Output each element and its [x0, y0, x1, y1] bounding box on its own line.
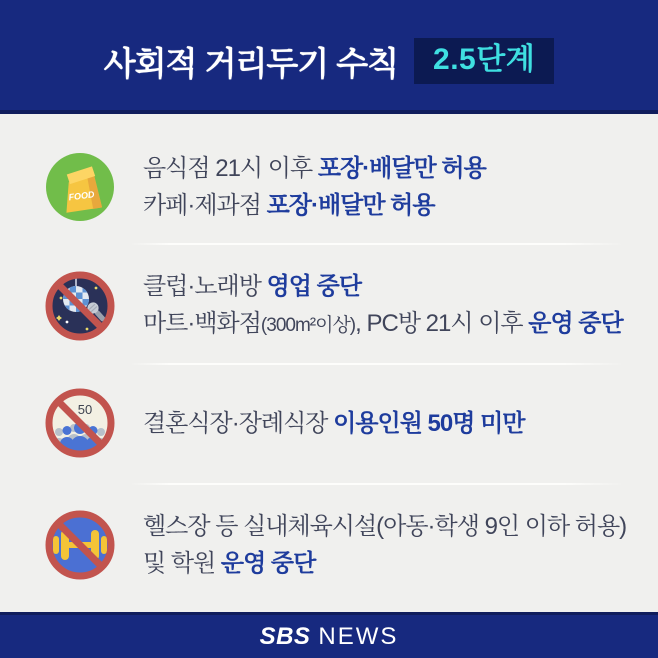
- rule-line: [143, 268, 623, 305]
- rule-segment: 결혼식장·장례식장: [143, 409, 334, 437]
- level-badge: 2.5단계: [414, 38, 554, 84]
- rule-line: [143, 508, 626, 545]
- rule-segment: 음식점 21시 이후: [143, 155, 318, 182]
- rule-row-gym-academy: [45, 508, 646, 582]
- no-club-karaoke-icon: [45, 271, 115, 341]
- news-wordmark: NEWS: [318, 622, 399, 650]
- food-bag-label: FOOD: [67, 189, 95, 203]
- rule-row-restaurant-cafe: [45, 150, 646, 224]
- rule-segment: 클럽·노래방: [143, 273, 267, 300]
- rule-segment-highlight: 이용인원 50명 미만: [333, 409, 525, 437]
- divider: [130, 243, 624, 245]
- rule-row-club-karaoke: [45, 268, 646, 344]
- rule-line: [143, 187, 486, 224]
- rule-segment-highlight: 운영 중단: [220, 550, 316, 577]
- rule-segment-highlight: 포장·배달만 허용: [317, 155, 486, 182]
- rule-text: [143, 150, 486, 224]
- rule-segment: 및 학원: [143, 550, 221, 577]
- rule-segment-small: (300m²이상): [260, 315, 356, 336]
- rule-segment: 카페·제과점: [143, 192, 267, 219]
- rule-text: [143, 508, 626, 582]
- page-title: 사회적 거리두기 수칙: [103, 44, 399, 82]
- crowd-limit-label: 50: [77, 402, 93, 417]
- no-crowd-50-icon: [45, 388, 115, 458]
- sbs-logo: SBS: [259, 622, 311, 650]
- rule-text: [143, 405, 524, 442]
- header: [0, 0, 658, 114]
- no-gym-icon: [45, 510, 115, 580]
- rule-segment: 헬스장 등 실내체육시설(아동·학생 9인 이하 허용): [143, 513, 627, 540]
- rule-segment-highlight: 포장·배달만 허용: [266, 192, 435, 219]
- rule-line: [143, 405, 524, 442]
- divider: [130, 483, 624, 485]
- rule-line: [143, 305, 623, 344]
- rule-segment-highlight: 영업 중단: [266, 273, 361, 300]
- rule-segment: 마트·백화점: [143, 310, 261, 337]
- rule-row-wedding-funeral: [45, 388, 646, 458]
- rule-text: [143, 268, 623, 344]
- rule-line: [143, 150, 486, 187]
- food-bag-icon: [45, 152, 115, 222]
- divider: [130, 363, 624, 365]
- rule-segment-highlight: 운영 중단: [528, 310, 623, 337]
- rule-line: [143, 545, 626, 582]
- footer: [0, 612, 658, 658]
- rule-segment: , PC방 21시 이후: [355, 310, 529, 337]
